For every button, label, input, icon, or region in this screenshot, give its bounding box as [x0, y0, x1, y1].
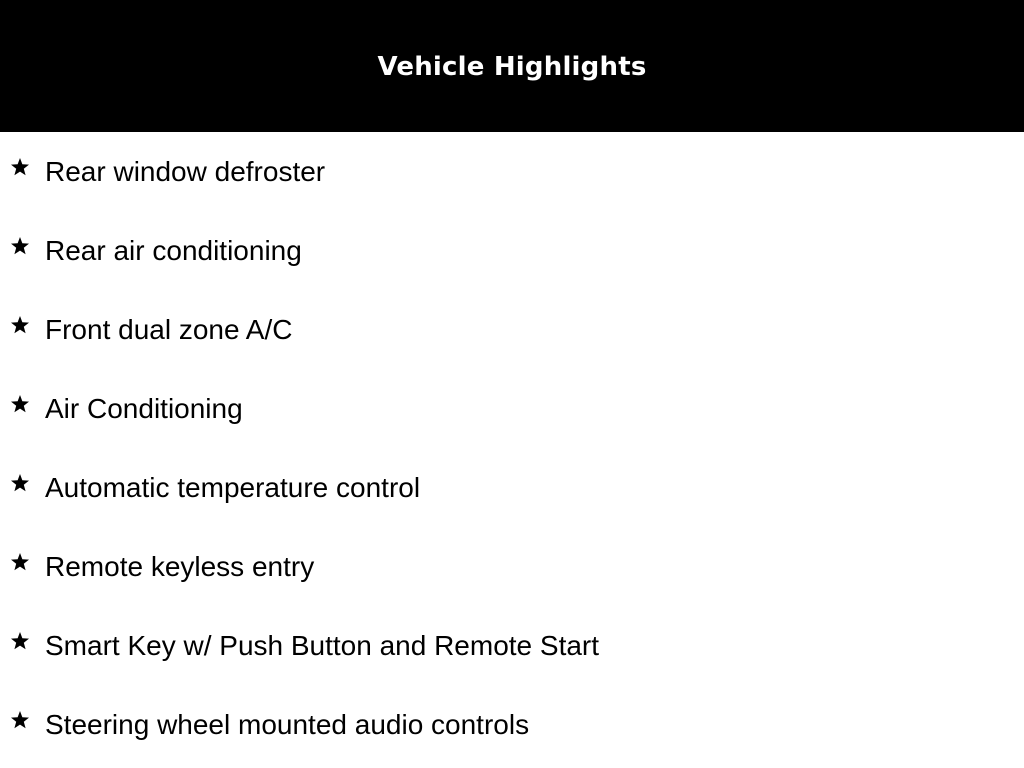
star-icon [10, 473, 30, 493]
highlights-list [0, 132, 1024, 764]
list-item [0, 211, 1024, 290]
list-item [0, 132, 1024, 211]
list-item [0, 685, 1024, 764]
highlight-label: Remote keyless entry [45, 551, 315, 582]
highlight-label: Smart Key w/ Push Button and Remote Start [45, 630, 600, 661]
highlight-label: Rear air conditioning [45, 235, 302, 266]
list-item [0, 290, 1024, 369]
star-icon [10, 710, 30, 730]
star-icon [10, 552, 30, 572]
star-icon [10, 236, 30, 256]
page-title: Vehicle Highlights [377, 52, 647, 82]
highlight-label: Steering wheel mounted audio controls [45, 709, 530, 740]
list-item [0, 606, 1024, 685]
header-banner [0, 0, 1024, 132]
star-icon [10, 631, 30, 651]
highlight-label: Automatic temperature control [45, 472, 421, 503]
highlight-label: Rear window defroster [45, 156, 326, 187]
star-icon [10, 157, 30, 177]
list-item [0, 448, 1024, 527]
star-icon [10, 315, 30, 335]
list-item [0, 527, 1024, 606]
highlight-label: Air Conditioning [45, 393, 243, 424]
highlight-label: Front dual zone A/C [45, 314, 293, 345]
list-item [0, 369, 1024, 448]
star-icon [10, 394, 30, 414]
